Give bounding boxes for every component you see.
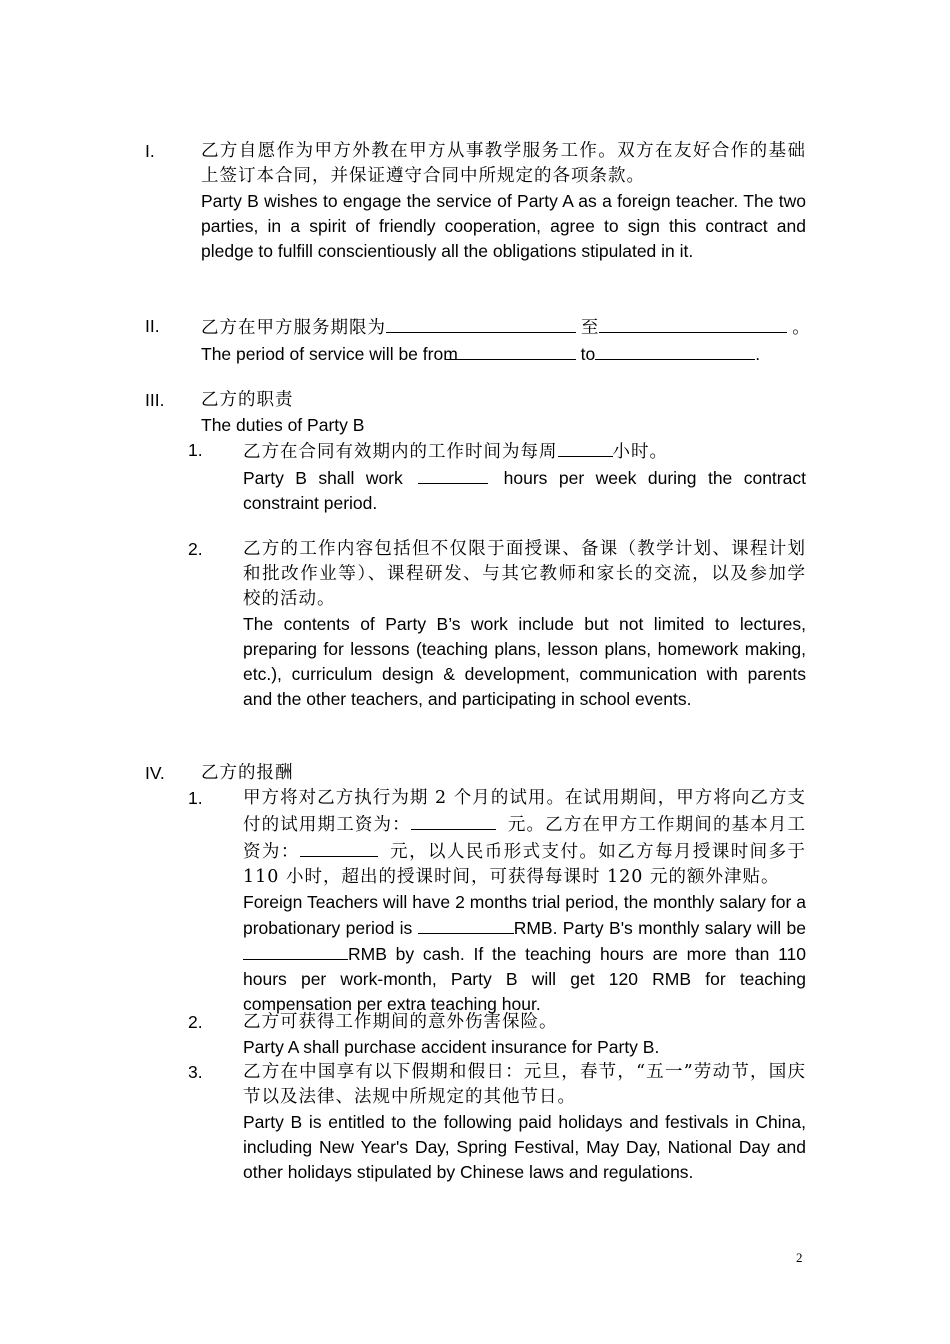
service-period-en-line [201,341,811,367]
service-period-en-prefix: The period of service will be from [201,344,458,364]
service-period-zh-end: 。 [792,318,811,338]
end-date-blank-en[interactable] [595,341,755,360]
item-body [243,537,806,712]
salary-zh-paragraph [243,786,806,890]
section-title-en: The duties of Party B [201,415,365,435]
trial-salary-blank-zh[interactable] [411,811,496,830]
section-heading [201,761,806,786]
trial-salary-blank-en[interactable] [418,915,514,934]
work-hours-en-suffix: hours per week during the contract constraint period. [243,468,806,513]
work-hours-en-line [243,465,806,516]
english-paragraph: The contents of Party B’s work include but not limited to lectures, preparing for lessons (teaching plans, lesson plans, homework making, etc.), curriculum design & development, communication with parents and the other teachers, and participating in school events. [243,614,806,709]
item-number: 1. [188,788,203,808]
hours-blank-zh[interactable] [558,438,613,457]
english-paragraph: Party B is entitled to the following paid holidays and festivals in China, including New Year's Day, Spring Festival, May Day, National Day and other holidays stipulated by Chinese laws and regulations. [243,1112,806,1182]
section-number: III. [145,390,165,410]
salary-zh-part-a: 甲方将对乙方执行为期 2 个月的试用。在试用期间，甲方将向乙方支付的试用期工资为： [243,788,806,835]
section-number: II. [145,316,160,336]
item-number: 1. [188,440,203,460]
chinese-paragraph: 乙方自愿作为甲方外教在甲方从事教学服务工作。双方在友好合作的基础上签订本合同，并保证遵守合同中所规定的各项条款。 [201,141,806,186]
service-period-en-end: . [755,344,761,364]
service-period-zh-mid: 至 [580,318,600,338]
monthly-salary-blank-zh[interactable] [300,838,378,857]
salary-en-paragraph [243,890,806,1017]
page-number: 2 [796,1250,803,1265]
service-period-zh-prefix: 乙方在甲方服务期限为 [201,318,386,338]
start-date-blank[interactable] [386,314,576,333]
section-heading [201,388,806,438]
work-hours-zh-prefix: 乙方在合同有效期内的工作时间为每周 [243,442,558,462]
item-number: 3. [188,1062,203,1082]
chinese-paragraph: 乙方的工作内容包括但不仅限于面授课、备课（教学计划、课程计划和批改作业等）、课程研发、与其它教师和家长的交流，以及参加学校的活动。 [243,539,806,609]
start-date-blank-en[interactable] [446,341,576,360]
salary-en-part-b: RMB. Party B's monthly salary will be [513,918,806,938]
english-paragraph: Party A shall purchase accident insurance for Party B. [243,1037,660,1057]
section-number: IV. [145,763,165,783]
work-hours-zh-suffix: 小时。 [612,442,668,462]
item-body [243,438,806,516]
section-title-zh: 乙方的报酬 [201,763,294,783]
item-number: 2. [188,539,203,559]
work-hours-zh-line [243,438,806,465]
hours-blank-en[interactable] [418,465,488,484]
service-period-zh-line [201,314,811,341]
service-period-en-mid: to [580,344,596,364]
item-number: 2. [188,1012,203,1032]
monthly-salary-blank-en[interactable] [243,941,348,960]
work-hours-en-prefix: Party B shall work [243,468,403,488]
section-body [201,314,811,367]
section-number: I. [145,141,155,161]
english-paragraph: Party B wishes to engage the service of Party A as a foreign teacher. The two parties, in a spirit of friendly cooperation, agree to sign this contract and pledge to fulfill conscientiously all the obligations stipulated in it. [201,191,806,261]
section-body [201,139,806,264]
item-body [243,1010,806,1060]
salary-en-part-c: RMB by cash. If the teaching hours are more than 110 hours per work-month, Party B will get 120 RMB for teaching compensation per extra teaching hour. [243,944,806,1014]
salary-zh-part-b: 元。乙方在甲方工作期间的基本月工资为： [243,815,807,862]
salary-en-part-a: Foreign Teachers will have 2 months trial period, the monthly salary for a probationary period is [243,892,806,938]
chinese-paragraph: 乙方在中国享有以下假期和假日：元旦，春节，“五一”劳动节，国庆节以及法律、法规中所规定的其他节日。 [243,1062,806,1107]
salary-zh-part-c: 元，以人民币形式支付。如乙方每月授课时间多于 110 小时，超出的授课时间，可获得每课时 120 元的额外津贴。 [243,842,807,887]
end-date-blank[interactable] [599,314,787,333]
item-body [243,786,806,1017]
section-title-zh: 乙方的职责 [201,390,294,410]
chinese-paragraph: 乙方可获得工作期间的意外伤害保险。 [243,1012,558,1032]
item-body [243,1060,806,1185]
